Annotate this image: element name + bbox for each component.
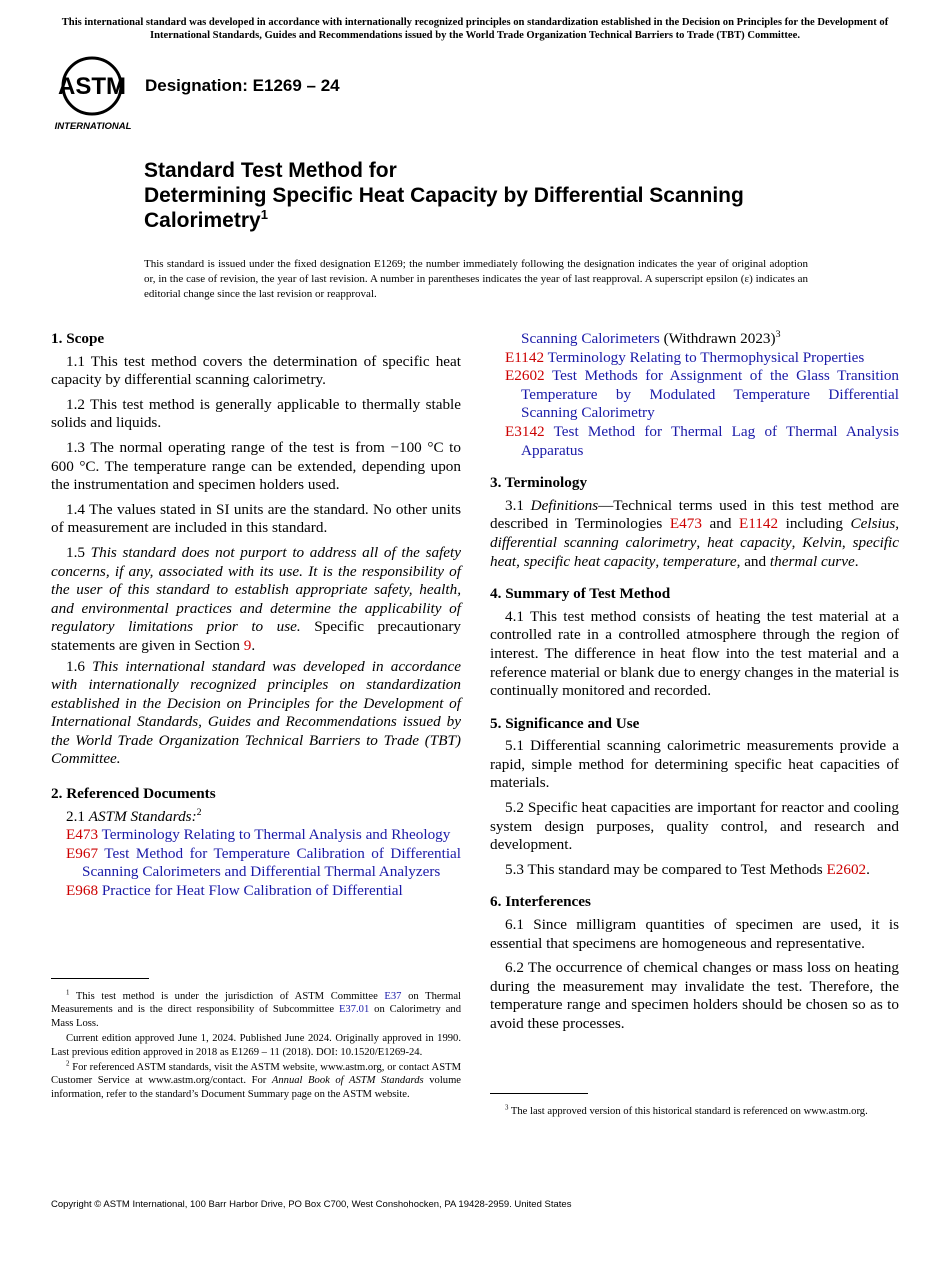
paragraph-6-2: 6.2 The occurrence of chemical changes or mass loss on heating during the measurement may invalidate the test. Therefore, the temperature range and specimen holders should be chosen so as to avoid these processes. <box>490 959 899 1032</box>
paragraph-5-3: 5.3 This standard may be compared to Test Methods E2602. <box>505 860 870 878</box>
left-column <box>51 330 461 901</box>
paragraph-1-2: 1.2 This test method is generally applicable to thermally stable solids and liquids. <box>51 395 461 432</box>
section-heading-significance: 5. Significance and Use <box>490 714 640 732</box>
section-heading-terminology: 3. Terminology <box>490 474 588 492</box>
paragraph-1-1: 1.1 This test method covers the determination of specific heat capacity by differential scanning calorimetry. <box>51 352 461 389</box>
designation: Designation: E1269 – 24 <box>145 76 340 95</box>
footnote-rule <box>51 978 149 979</box>
paragraph-1-6: 1.6 This international standard was developed in accordance with internationally recognized principles on standardization established in the Decision on Principles for the Development of International Standards, Guides and Recommendations issued by the World Trade Organization Technical Barriers to Trade (TBT) Committee. <box>51 657 462 768</box>
paragraph-3-1: 3.1 Definitions—Technical terms used in this test method are described in Terminologies E473 and E1142 including Celsius, differential scanning calorimetry, heat capacity, Kelvin, specific heat, specific heat capacity, temperature, and thermal curve. <box>490 496 900 570</box>
footnote-2: $^2$ For referenced ASTM standards, visit the ASTM website, www.astm.org, or contact ASTM Customer Service at www.astm.org/contact. For Annual Book of ASTM Standards volume information, refer to the standard’s Document Summary page on the ASTM website. <box>51 1060 462 1100</box>
right-column <box>490 330 899 1034</box>
section-heading-referenced-documents: 2. Referenced Documents <box>51 785 216 803</box>
paragraph-1-5: 1.5 This standard does not purport to address all of the safety concerns, if any, associated with its use. It is the responsibility of the user of this standard to establish appropriate safety, health, and environmental practices and determine the applicability of regulatory limitations prior to use. Specific precautionary statements are given in Section 9. <box>51 543 462 654</box>
ref-e967[interactable]: E967 Test Method for Temperature Calibration of Differential Scanning Calorimeters and Differential Thermal Analyzers <box>66 844 461 881</box>
section-9-link[interactable]: 9 <box>243 636 252 654</box>
section-heading-summary: 4. Summary of Test Method <box>490 585 671 603</box>
astm-logo <box>52 56 136 134</box>
section-heading-interferences: 6. Interferences <box>490 893 591 911</box>
document-title <box>144 158 844 233</box>
ref-e2602[interactable]: E2602 Test Methods for Assignment of the Glass Transition Temperature by Modulated Temperature Differential Scanning Calorimetry <box>505 367 900 422</box>
logo-text: ASTM <box>58 73 126 100</box>
footnote-rule-right <box>490 1093 588 1094</box>
paragraph-1-4: 1.4 The values stated in SI units are the standard. No other units of measurement are included in this standard. <box>51 500 461 537</box>
footnote-1: $^1$ This test method is under the jurisdiction of ASTM Committee E37 on Thermal Measurements and is the direct responsibility of Subcommittee E37.01 on Calorimetry and Mass Loss. <box>51 989 461 1029</box>
section-heading-scope: 1. Scope <box>51 330 105 347</box>
ref-e1142[interactable]: E1142 Terminology Relating to Thermophysical Properties <box>505 348 865 366</box>
ref-e3142[interactable]: E3142 Test Method for Thermal Lag of Thermal Analysis Apparatus <box>505 422 899 459</box>
footnote-3: $^3$ The last approved version of this historical standard is referenced on www.astm.org. <box>505 1104 868 1117</box>
committee-e37-link[interactable]: E37 <box>384 991 402 1002</box>
paragraph-1-3: 1.3 The normal operating range of the test is from −100 °C to 600 °C. The temperature range can be extended, depending upon the instrumentation and specimen holders used. <box>51 438 461 494</box>
subcommittee-e37-01-link[interactable]: E37.01 <box>338 1004 370 1016</box>
ref-e473[interactable]: E473 Terminology Relating to Thermal Analysis and Rheology <box>66 826 451 844</box>
ref-e968-continued[interactable]: Scanning Calorimeters (Withdrawn 2023)$^3$ <box>521 328 781 347</box>
footnotes-left <box>51 978 461 1101</box>
title-footnote-mark: 1 <box>260 207 268 222</box>
paragraph-5-2: 5.2 Specific heat capacities are important for reactor and cooling system design purposes, quality control, and research and development. <box>490 799 899 854</box>
paragraph-5-1: 5.1 Differential scanning calorimetric measurements provide a rapid, simple method for determining specific heat capacities of materials. <box>490 737 899 792</box>
copyright-notice: Copyright © ASTM International, 100 Barr Harbor Drive, PO Box C700, West Conshohocken, PA 19428-2959. United States <box>51 1199 572 1210</box>
footnote-1-edition: Current edition approved June 1, 2024. Published June 2024. Originally approved in 1990. Last previous edition approved in 2018 as E1269 – 11 (2018). DOI: 10.1520/E1269-24. <box>51 1033 461 1058</box>
logo-subtext: INTERNATIONAL <box>54 121 132 132</box>
paragraph-6-1: 6.1 Since milligram quantities of specimen are used, it is essential that specimens are homogeneous and representative. <box>490 916 899 952</box>
tbt-banner: This international standard was developed in accordance with internationally recognized principles on standardization established in the Decision on Principles for the Development of International Standards, Guides and Recommendations issued by the World Trade Organization Technical Barriers to Trade (TBT) Committee. <box>61 17 889 41</box>
footnotes-right <box>490 1093 899 1118</box>
title-line-1: Standard Test Method for <box>144 159 397 182</box>
ref-e968[interactable]: E968 Practice for Heat Flow Calibration of Differential <box>66 882 403 900</box>
paragraph-4-1: 4.1 This test method consists of heating the test material at a controlled rate in a controlled atmosphere through the region of interest. The difference in heat flow into the test material and a reference material or blank due to energy changes in the material is continually monitored and recorded. <box>490 607 899 700</box>
e473-link[interactable]: E473 <box>669 515 702 533</box>
paragraph-2-1: 2.1 ASTM Standards:$^2$ <box>66 806 202 825</box>
e2602-link[interactable]: E2602 <box>826 860 867 878</box>
e1142-link[interactable]: E1142 <box>738 515 779 533</box>
designation-notice: This standard is issued under the fixed designation E1269; the number immediately following the designation indicates the year of original adoption or, in the case of revision, the year of last revision. A number in parentheses indicates the year of last reapproval. A superscript epsilon (ε) indicates an editorial change since the last revision or reapproval. <box>144 258 808 300</box>
title-line-2: Determining Specific Heat Capacity by Differential Scanning Calorimetry$^1$ <box>144 184 744 232</box>
